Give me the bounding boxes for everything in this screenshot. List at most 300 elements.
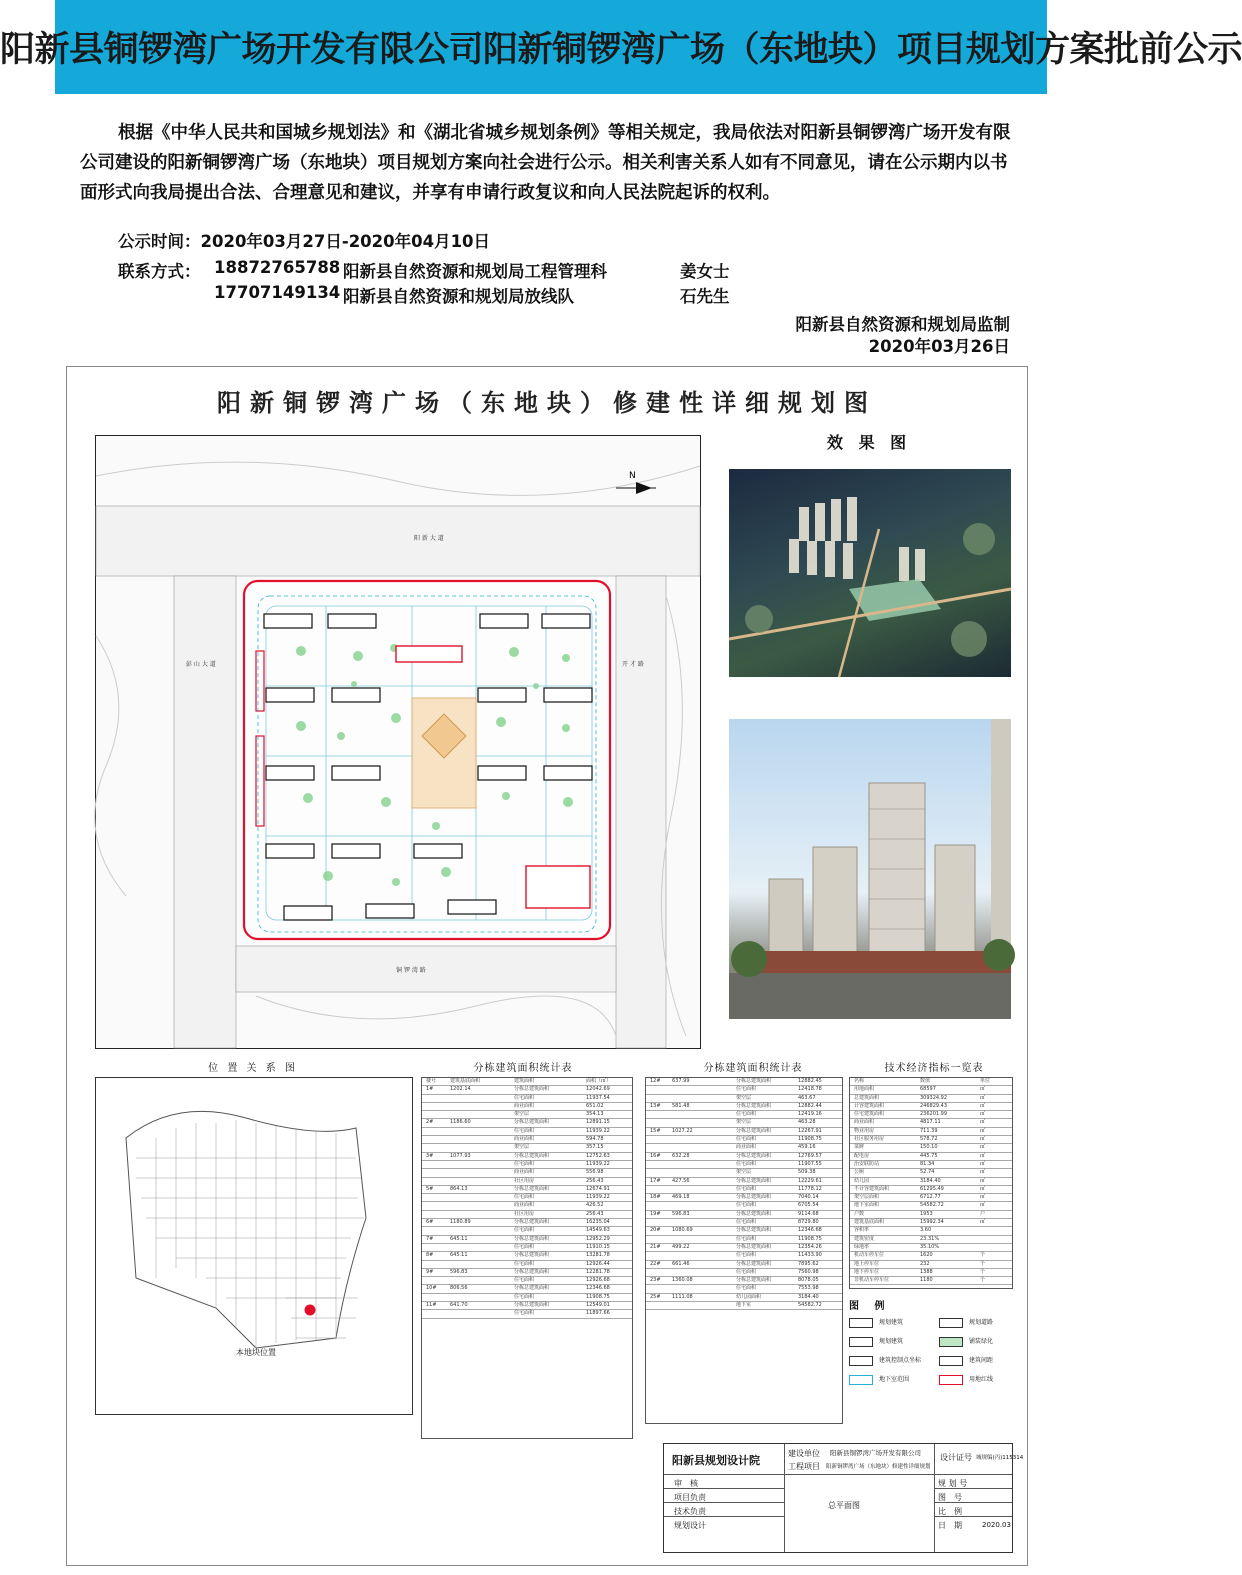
table-cell: ㎡ — [980, 1169, 986, 1176]
table-cell: ㎡ — [980, 1177, 986, 1184]
table-row — [422, 1095, 632, 1103]
terrain-line — [95, 636, 126, 896]
table-cell: 1180 — [920, 1277, 933, 1284]
building — [332, 844, 380, 858]
table-row — [646, 1144, 842, 1152]
table-row — [422, 1153, 632, 1161]
table-cell: 11937.54 — [586, 1094, 610, 1101]
table-cell: 公厕 — [854, 1169, 865, 1176]
table-cell: 236201.99 — [920, 1111, 948, 1118]
figure-no-label: 图 号 — [938, 1493, 962, 1502]
commercial-building — [396, 646, 462, 662]
site-plan-drawing — [96, 436, 700, 1048]
building — [332, 766, 380, 780]
west-road — [174, 576, 236, 1048]
table-cell: 户数 — [854, 1210, 865, 1217]
table-cell: 12769.57 — [798, 1152, 822, 1159]
table-cell: 711.39 — [920, 1127, 938, 1134]
table-cell: 459.16 — [798, 1144, 816, 1151]
table-cell: 13# — [650, 1102, 661, 1109]
table-row — [422, 1269, 632, 1277]
table-row — [422, 1119, 632, 1127]
table-row — [850, 1202, 1012, 1210]
table-cell: 12926.68 — [586, 1277, 610, 1284]
table-cell: 商业面积 — [514, 1136, 535, 1143]
table-cell: 地下室面积 — [854, 1202, 880, 1209]
table-cell: 469.18 — [672, 1194, 690, 1201]
table-row — [646, 1261, 842, 1269]
table-cell: 12281.78 — [586, 1268, 610, 1275]
table-cell: 12549.01 — [586, 1302, 610, 1309]
table-cell: 12267.91 — [798, 1127, 822, 1134]
legend-label: 用地红线 — [969, 1376, 994, 1383]
table-cell: 22# — [650, 1260, 661, 1267]
site-location-label: 本地块位置 — [236, 1348, 276, 1357]
legend-item — [939, 1336, 993, 1347]
location-map-drawing — [96, 1078, 412, 1414]
legend-swatch-icon — [849, 1356, 873, 1366]
table-cell: 住宅面积 — [514, 1260, 535, 1267]
legend-swatch-icon — [849, 1375, 873, 1385]
terrain-line — [256, 996, 616, 1036]
legend-swatch-icon — [849, 1337, 873, 1347]
contact-label: 联系方式： — [118, 262, 201, 281]
table-cell: 1620 — [920, 1252, 933, 1259]
table-cell: 509.38 — [798, 1169, 816, 1176]
site-location-marker — [305, 1305, 316, 1316]
table-cell: 7560.98 — [798, 1268, 819, 1275]
legend-item — [849, 1317, 903, 1328]
table-row — [646, 1269, 842, 1277]
table-row — [646, 1285, 842, 1293]
titleblock-date: 2020.03 — [982, 1521, 1011, 1529]
table-cell: 12418.78 — [798, 1086, 822, 1093]
table-cell: 分栋总建筑面积 — [514, 1152, 550, 1159]
location-map — [95, 1077, 413, 1415]
table-cell: 分栋总建筑面积 — [736, 1102, 772, 1109]
table-cell: 计容建筑面积 — [854, 1102, 885, 1109]
table-row — [850, 1169, 1012, 1177]
table-cell: 309324.92 — [920, 1094, 948, 1101]
table-cell: 11908.75 — [586, 1293, 610, 1300]
table-row — [646, 1294, 842, 1302]
table-cell: 分栋总建筑面积 — [736, 1227, 772, 1234]
legend-swatch-icon — [939, 1375, 963, 1385]
table-cell: ㎡ — [980, 1194, 986, 1201]
table-cell: 12891.15 — [586, 1119, 610, 1126]
table-cell: 54582.72 — [920, 1202, 944, 1209]
table-cell: 8078.05 — [798, 1277, 819, 1284]
table-cell: 12882.44 — [798, 1102, 822, 1109]
building — [480, 614, 528, 628]
build-unit-value: 阳新县铜锣湾广场开发有限公司 — [830, 1449, 921, 1457]
table-cell: 661.46 — [672, 1260, 690, 1267]
building — [266, 844, 314, 858]
table-cell: 社区用房 — [514, 1210, 535, 1217]
table-cell: 分栋总建筑面积 — [736, 1194, 772, 1201]
table3-title: 技术经济指标一览表 — [884, 1063, 984, 1074]
table-cell: 分栋总建筑面积 — [514, 1268, 550, 1275]
table-cell: 商业面积 — [514, 1202, 535, 1209]
table-cell: 分栋总建筑面积 — [514, 1235, 550, 1242]
building — [284, 906, 332, 920]
table-row — [422, 1285, 632, 1293]
supervisor-sign: 阳新县自然资源和规划局监制 — [795, 315, 1010, 334]
table-cell: 9114.68 — [798, 1210, 819, 1217]
table-row — [850, 1136, 1012, 1144]
table-row — [646, 1227, 842, 1235]
table-cell: 13281.78 — [586, 1252, 610, 1259]
table-row — [646, 1095, 842, 1103]
leader-label: 项目负责 — [674, 1493, 706, 1502]
table-cell: 分栋总建筑面积 — [736, 1210, 772, 1217]
table-cell: 分栋总建筑面积 — [514, 1285, 550, 1292]
table-cell: 治安联防站 — [854, 1160, 880, 1167]
table-cell: 分栋总建筑面积 — [736, 1078, 772, 1084]
table-cell: 绿地率 — [854, 1243, 870, 1250]
table-row — [850, 1086, 1012, 1094]
table-row — [850, 1252, 1012, 1260]
table-row — [850, 1153, 1012, 1161]
notice-date: 2020年03月26日 — [868, 337, 1010, 356]
contact-dept-2: 阳新县自然资源和规划局放线队 — [343, 287, 574, 306]
table-cell: 住宅面积 — [736, 1160, 757, 1167]
table-row — [850, 1261, 1012, 1269]
table-cell: 1027.22 — [672, 1127, 693, 1134]
contact-person-2: 石先生 — [680, 287, 730, 306]
table-cell: 个 — [980, 1252, 986, 1259]
table-cell: 12926.44 — [586, 1260, 610, 1267]
table-cell: 住宅面积 — [514, 1243, 535, 1250]
notice-text: 根据《中华人民共和国城乡规划法》和《湖北省城乡规划条例》等相关规定，我局依法对阳新县铜锣湾广场开发有限公司建设的阳新铜锣湾广场（东地块）项目规划方案向社会进行公示。相关利害关系人如有不同意见，请在公示期内以书面形式向我局提出合法、合理意见和建议，并享有申请行政复议和向人民法院起诉的权利。 — [80, 123, 1011, 203]
table-cell: 68597 — [920, 1086, 936, 1093]
legend-item — [849, 1355, 921, 1366]
table-cell: 商业面积 — [514, 1169, 535, 1176]
table-cell: ㎡ — [980, 1152, 986, 1159]
table-cell: 645.11 — [450, 1252, 468, 1259]
building-area-table-1 — [421, 1077, 633, 1439]
review-label: 审 核 — [674, 1479, 698, 1488]
table-cell: 12354.26 — [798, 1243, 822, 1250]
table-cell: 581.48 — [672, 1102, 690, 1109]
table-cell: 651.02 — [586, 1102, 604, 1109]
table-row — [850, 1236, 1012, 1244]
table-row — [850, 1186, 1012, 1194]
table-row — [646, 1244, 842, 1252]
table-cell: 17# — [650, 1177, 661, 1184]
table-cell: 52.74 — [920, 1169, 935, 1176]
table-cell: 25# — [650, 1293, 661, 1300]
table-cell: 7040.14 — [798, 1194, 819, 1201]
legend-label: 建筑控制点坐标 — [879, 1357, 922, 1364]
table-row — [422, 1178, 632, 1186]
legend-swatch-icon — [849, 1318, 873, 1328]
table-cell: 632.28 — [672, 1152, 690, 1159]
table-cell: 6705.54 — [798, 1202, 819, 1209]
table-cell: 1# — [426, 1086, 434, 1093]
table-cell: 645.11 — [450, 1235, 468, 1242]
table-cell: 建筑面积 — [514, 1078, 535, 1084]
table-cell: 11778.12 — [798, 1185, 822, 1192]
page-title: 阳新县铜锣湾广场开发有限公司阳新铜锣湾广场（东地块）项目规划方案批前公示 — [0, 30, 1242, 70]
legend-swatch-icon — [939, 1318, 963, 1328]
table-cell: 用地面积 — [854, 1086, 875, 1093]
table-cell: 7# — [426, 1235, 434, 1242]
building — [478, 766, 526, 780]
table-row — [422, 1211, 632, 1219]
table-cell: 11897.66 — [586, 1310, 610, 1317]
table-cell: 426.52 — [586, 1202, 604, 1209]
board-title: 阳新铜锣湾广场（东地块）修建性详细规划图 — [217, 389, 877, 417]
legend-item — [939, 1374, 993, 1385]
building — [414, 844, 462, 858]
building — [266, 688, 314, 702]
table-cell: 23.31% — [920, 1235, 940, 1242]
table-row — [850, 1161, 1012, 1169]
east-road — [616, 576, 666, 1048]
table-cell: 分栋总建筑面积 — [514, 1302, 550, 1309]
table-row — [646, 1236, 842, 1244]
table-cell: 分栋总建筑面积 — [736, 1260, 772, 1267]
table-cell: ㎡ — [980, 1219, 986, 1226]
table-row — [646, 1202, 842, 1210]
table-cell: 住宅面积 — [736, 1285, 757, 1292]
building — [366, 904, 414, 918]
table-row — [850, 1119, 1012, 1127]
table-cell: 机动车停车位 — [854, 1252, 885, 1259]
table-row — [422, 1144, 632, 1152]
table-cell: 2# — [426, 1119, 434, 1126]
legend-item — [939, 1317, 993, 1328]
table-cell: ㎡ — [980, 1136, 986, 1143]
table-cell: 6# — [426, 1219, 434, 1226]
table-row — [422, 1244, 632, 1252]
road-label-north: 阳 新 大 道 — [414, 535, 444, 542]
table-cell: 12952.29 — [586, 1235, 610, 1242]
table-cell: 住宅面积 — [736, 1252, 757, 1259]
building — [332, 688, 380, 702]
table-row — [646, 1302, 842, 1310]
table2-title: 分栋建筑面积统计表 — [703, 1063, 803, 1074]
table-cell: 住宅面积 — [736, 1219, 757, 1226]
table-cell: 1180.89 — [450, 1219, 471, 1226]
period-label: 公示时间： — [118, 232, 201, 251]
cert-value: 城规编(丙)115314 — [976, 1455, 1024, 1461]
table-cell: 菜鲜 — [854, 1144, 865, 1151]
table-cell: 住宅面积 — [736, 1111, 757, 1118]
table-cell: 不计容建筑面积 — [854, 1185, 890, 1192]
aerial-render-image — [729, 469, 1011, 677]
project-value: 阳新铜锣湾广场（东地块）修建性详细规划 — [826, 1464, 931, 1470]
table-cell: 864.13 — [450, 1185, 468, 1192]
table-cell: 1077.93 — [450, 1152, 471, 1159]
table-cell: 499.22 — [672, 1243, 690, 1250]
cert-label: 设计证号 — [940, 1453, 972, 1462]
table-cell: 12042.69 — [586, 1086, 610, 1093]
table-cell: 12# — [650, 1078, 661, 1084]
table-cell: 建筑基底面积 — [854, 1219, 885, 1226]
table-cell: 246829.43 — [920, 1102, 948, 1109]
table-row — [646, 1186, 842, 1194]
table-row — [422, 1310, 632, 1318]
table-cell: 架空层面积 — [854, 1194, 880, 1201]
legend-label: 规划道路 — [969, 1319, 994, 1326]
table-cell: 150.10 — [920, 1144, 938, 1151]
aerial-render-drawing — [729, 469, 1011, 677]
table-cell: 463.28 — [798, 1119, 816, 1126]
contact-line-1 — [118, 258, 730, 282]
street-render-drawing — [729, 719, 1011, 1019]
table-cell: 256.43 — [586, 1210, 604, 1217]
table-row — [850, 1277, 1012, 1285]
table-cell: ㎡ — [980, 1086, 986, 1093]
table-cell: 11907.55 — [798, 1160, 822, 1167]
table-row — [422, 1294, 632, 1302]
table-cell: 户 — [980, 1210, 986, 1217]
table-cell: 11939.22 — [586, 1194, 610, 1201]
table-cell: 住宅面积 — [514, 1127, 535, 1134]
table-cell: 11939.22 — [586, 1127, 610, 1134]
table-cell: 分栋总建筑面积 — [736, 1243, 772, 1250]
table-cell: 分栋总建筑面积 — [736, 1177, 772, 1184]
table-cell: 商业面积 — [514, 1102, 535, 1109]
table-cell: 住宅面积 — [736, 1268, 757, 1275]
table-cell: 分栋总建筑面积 — [736, 1152, 772, 1159]
table-cell: ㎡ — [980, 1094, 986, 1101]
table-cell: ㎡ — [980, 1127, 986, 1134]
table-cell: 5# — [426, 1185, 434, 1192]
table-cell: ㎡ — [980, 1144, 986, 1151]
table-cell: 住宅面积 — [736, 1136, 757, 1143]
table-cell: 住宅面积 — [514, 1277, 535, 1284]
title-block — [663, 1443, 1024, 1553]
table-cell: 住宅面积 — [514, 1293, 535, 1300]
road-label-west: 彭 山 大 道 — [186, 661, 216, 668]
north-road — [96, 506, 700, 576]
site-plan — [95, 435, 701, 1049]
table-cell: 分栋总建筑面积 — [736, 1277, 772, 1284]
building — [266, 766, 314, 780]
table-cell: 10# — [426, 1285, 437, 1292]
table-row — [422, 1202, 632, 1210]
table-row — [850, 1078, 1012, 1086]
legend-swatch-icon — [939, 1356, 963, 1366]
building-area-table-2 — [645, 1077, 843, 1424]
table-row — [422, 1227, 632, 1235]
terrain-line — [96, 462, 700, 495]
table-cell: 建筑密度 — [854, 1235, 875, 1242]
table-cell: 18# — [650, 1194, 661, 1201]
tech-label: 技术负责 — [674, 1507, 706, 1516]
table-cell: 806.56 — [450, 1285, 468, 1292]
table-cell: 9# — [426, 1268, 434, 1275]
table-cell: 架空层 — [736, 1119, 752, 1126]
table-cell: 住宅面积 — [514, 1160, 535, 1167]
table-cell: 54582.72 — [798, 1302, 822, 1309]
table-cell: 架空层 — [736, 1094, 752, 1101]
legend-title: 图 例 — [849, 1301, 891, 1312]
table-cell: 地上停车位 — [854, 1260, 880, 1267]
table-row — [646, 1119, 842, 1127]
table-row — [850, 1178, 1012, 1186]
table-cell: 社区服务用房 — [854, 1136, 885, 1143]
table-cell: 12419.16 — [798, 1111, 822, 1118]
table-cell: 463.67 — [798, 1094, 816, 1101]
table-row — [850, 1128, 1012, 1136]
table-cell: ㎡ — [980, 1160, 986, 1167]
table-cell: 架空层 — [514, 1144, 530, 1151]
table-cell: 15992.34 — [920, 1219, 944, 1226]
table-cell: 427.56 — [672, 1177, 690, 1184]
table-cell: 8729.80 — [798, 1219, 819, 1226]
table-cell: 配电房 — [854, 1152, 870, 1159]
table-cell: 数值 — [920, 1078, 931, 1084]
table-cell: 3# — [426, 1152, 434, 1159]
legend — [849, 1317, 1019, 1405]
contact-phone-2: 17707149134 — [214, 283, 341, 302]
table-cell: 分栋总建筑面积 — [514, 1252, 550, 1259]
period-value: 2020年03月27日-2020年04月10日 — [200, 232, 491, 251]
table-cell: 11433.90 — [798, 1252, 822, 1259]
table-row — [850, 1227, 1012, 1235]
table-cell: 16235.04 — [586, 1219, 610, 1226]
table-cell: 非机动车停车位 — [854, 1277, 890, 1284]
planning-board — [66, 366, 1028, 1566]
table-cell: 556.98 — [586, 1169, 604, 1176]
table-cell: 分栋总建筑面积 — [514, 1185, 550, 1192]
table-cell: 23# — [650, 1277, 661, 1284]
table-cell: 分栋总建筑面积 — [736, 1127, 772, 1134]
building — [478, 688, 526, 702]
table-cell: 1202.14 — [450, 1086, 471, 1093]
table-cell: 12674.91 — [586, 1185, 610, 1192]
table-cell: 12229.61 — [798, 1177, 822, 1184]
table-cell: 594.78 — [586, 1136, 604, 1143]
table-cell: 1953 — [920, 1210, 933, 1217]
table-row — [646, 1169, 842, 1177]
table-cell: 总建筑面积 — [854, 1094, 880, 1101]
street-render-image — [729, 719, 1011, 1019]
table-cell: 住宅建筑面积 — [854, 1111, 885, 1118]
table-cell: 11# — [426, 1302, 437, 1309]
table-cell: 1186.60 — [450, 1119, 471, 1126]
table-row — [422, 1103, 632, 1111]
table-row — [646, 1178, 842, 1186]
table-row — [850, 1095, 1012, 1103]
table-cell: 20# — [650, 1227, 661, 1234]
table-row — [422, 1186, 632, 1194]
table-cell: 641.70 — [450, 1302, 468, 1309]
table-row — [850, 1111, 1012, 1119]
legend-item — [849, 1336, 903, 1347]
table-row — [850, 1144, 1012, 1152]
contact-phone-1: 18872765788 — [214, 258, 341, 277]
tech-index-table — [849, 1077, 1013, 1289]
institute-name: 阳新县规划设计院 — [672, 1454, 760, 1467]
table-cell: 6712.77 — [920, 1194, 941, 1201]
road-label-east: 开 才 路 — [622, 661, 644, 668]
table-cell: 11939.22 — [586, 1160, 610, 1167]
legend-item — [939, 1355, 993, 1366]
table-cell: 幼儿园面积 — [736, 1293, 762, 1300]
table-cell: ㎡ — [980, 1102, 986, 1109]
scale-label: 比 例 — [938, 1507, 962, 1516]
table-row — [850, 1211, 1012, 1219]
building — [448, 900, 496, 914]
table-cell: 14549.63 — [586, 1227, 610, 1234]
table-cell: 4817.11 — [920, 1119, 941, 1126]
table-cell: 596.83 — [450, 1268, 468, 1275]
